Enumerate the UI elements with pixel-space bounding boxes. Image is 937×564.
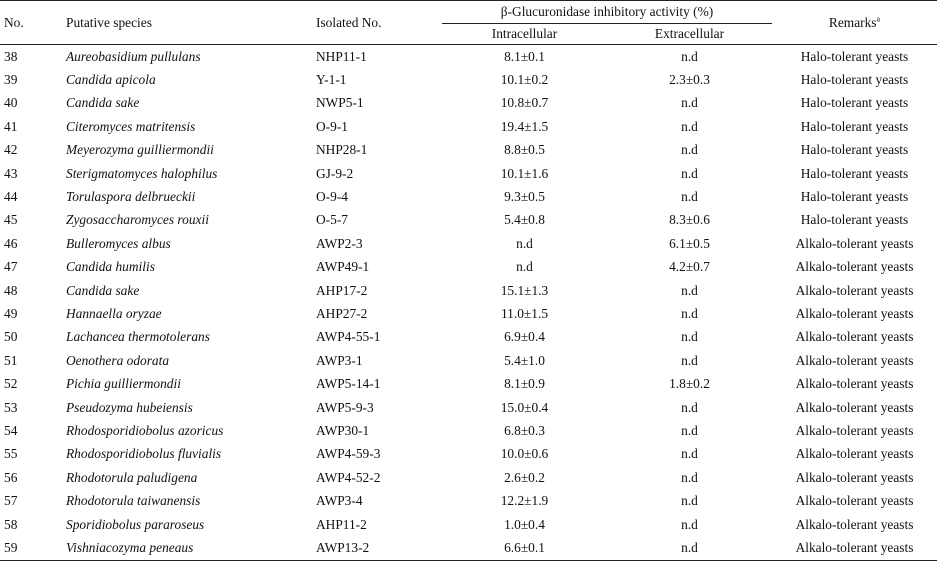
cell-no: 59 bbox=[0, 536, 42, 560]
cell-extracellular: n.d bbox=[681, 48, 698, 64]
cell-isolated: AWP4-59-3 bbox=[316, 446, 381, 462]
cell-isolated: AHP11-2 bbox=[316, 516, 367, 532]
cell-remarks: Halo-tolerant yeasts bbox=[800, 165, 909, 181]
cell-isolated: AWP13-2 bbox=[292, 536, 442, 560]
cell-remarks: Halo-tolerant yeasts bbox=[800, 118, 909, 134]
remarks-footnote-mark: a bbox=[876, 14, 881, 24]
cell-isolated: AWP5-9-3 bbox=[316, 399, 374, 415]
col-header-extracellular: Extracellular bbox=[607, 24, 772, 45]
cell-remarks: Alkalo-tolerant yeasts bbox=[772, 536, 937, 560]
cell-no: 58 bbox=[4, 516, 18, 532]
cell-species: Pichia guilliermondii bbox=[66, 376, 181, 392]
cell-isolated: AHP27-2 bbox=[316, 305, 368, 321]
cell-extracellular: 2.3±0.3 bbox=[669, 72, 710, 88]
cell-intracellular: 2.6±0.2 bbox=[504, 469, 545, 485]
cell-isolated: AWP4-52-2 bbox=[316, 469, 381, 485]
table-row bbox=[0, 115, 937, 138]
cell-remarks: Halo-tolerant yeasts bbox=[800, 72, 909, 88]
col-header-isolated: Isolated No. bbox=[292, 1, 442, 45]
cell-intracellular: 5.4±1.0 bbox=[504, 352, 545, 368]
cell-isolated: AWP30-1 bbox=[316, 422, 370, 438]
table-row bbox=[0, 256, 937, 279]
cell-extracellular: n.d bbox=[681, 493, 698, 509]
cell-extracellular: n.d bbox=[681, 165, 698, 181]
cell-isolated: NHP11-1 bbox=[316, 48, 367, 64]
cell-species: Hannaella oryzae bbox=[66, 305, 162, 321]
cell-extracellular: n.d bbox=[681, 305, 698, 321]
cell-remarks: Halo-tolerant yeasts bbox=[800, 212, 909, 228]
table-body bbox=[0, 45, 937, 561]
cell-extracellular: 6.1±0.5 bbox=[669, 235, 710, 251]
cell-extracellular: n.d bbox=[607, 536, 772, 560]
cell-no: 49 bbox=[4, 305, 18, 321]
cell-extracellular: n.d bbox=[681, 142, 698, 158]
table-row bbox=[0, 396, 937, 419]
cell-no: 48 bbox=[4, 282, 18, 298]
table-row bbox=[0, 68, 937, 91]
cell-species: Sporidiobolus pararoseus bbox=[66, 516, 205, 532]
cell-species: Zygosaccharomyces rouxii bbox=[66, 212, 209, 228]
cell-extracellular: n.d bbox=[681, 282, 698, 298]
cell-species: Candida sake bbox=[66, 282, 140, 298]
cell-species: Candida sake bbox=[66, 95, 140, 111]
cell-intracellular: 8.8±0.5 bbox=[504, 142, 545, 158]
cell-extracellular: 4.2±0.7 bbox=[669, 259, 710, 275]
cell-intracellular: 6.6±0.1 bbox=[442, 536, 607, 560]
cell-intracellular: 19.4±1.5 bbox=[500, 118, 549, 134]
cell-intracellular: n.d bbox=[516, 259, 533, 275]
cell-intracellular: 11.0±1.5 bbox=[500, 305, 549, 321]
cell-extracellular: n.d bbox=[681, 469, 698, 485]
cell-species: Candida humilis bbox=[66, 259, 155, 275]
cell-species: Rhodotorula paludigena bbox=[66, 469, 198, 485]
cell-isolated: AWP3-1 bbox=[316, 352, 363, 368]
cell-intracellular: 15.0±0.4 bbox=[500, 399, 549, 415]
col-header-remarks bbox=[772, 1, 937, 45]
cell-extracellular: n.d bbox=[681, 516, 698, 532]
cell-no: 44 bbox=[4, 189, 18, 205]
cell-species: Meyerozyma guilliermondii bbox=[66, 142, 214, 158]
cell-remarks: Alkalo-tolerant yeasts bbox=[795, 493, 914, 509]
cell-intracellular: 1.0±0.4 bbox=[504, 516, 545, 532]
cell-isolated: O-9-1 bbox=[316, 118, 348, 134]
cell-remarks: Alkalo-tolerant yeasts bbox=[795, 422, 914, 438]
cell-extracellular: n.d bbox=[681, 95, 698, 111]
cell-isolated: NHP28-1 bbox=[316, 142, 368, 158]
cell-extracellular: n.d bbox=[681, 352, 698, 368]
cell-no: 57 bbox=[4, 493, 18, 509]
cell-no: 53 bbox=[4, 399, 18, 415]
cell-intracellular: 8.1±0.1 bbox=[504, 48, 545, 64]
table-row bbox=[0, 372, 937, 395]
cell-no: 46 bbox=[4, 235, 18, 251]
table-row bbox=[0, 489, 937, 512]
cell-isolated: GJ-9-2 bbox=[316, 165, 354, 181]
cell-species: Oenothera odorata bbox=[66, 352, 170, 368]
table-row bbox=[0, 232, 937, 255]
cell-no: 39 bbox=[4, 72, 18, 88]
cell-isolated: O-9-4 bbox=[316, 189, 348, 205]
cell-extracellular: 1.8±0.2 bbox=[669, 376, 710, 392]
cell-species: Rhodosporidiobolus azoricus bbox=[66, 422, 224, 438]
cell-no: 43 bbox=[4, 165, 18, 181]
cell-isolated: O-5-7 bbox=[316, 212, 348, 228]
table-row bbox=[0, 45, 937, 69]
cell-remarks: Alkalo-tolerant yeasts bbox=[795, 235, 914, 251]
cell-intracellular: 6.9±0.4 bbox=[504, 329, 545, 345]
table-row bbox=[0, 419, 937, 442]
cell-isolated: AHP17-2 bbox=[316, 282, 368, 298]
cell-intracellular: 10.0±0.6 bbox=[500, 446, 549, 462]
cell-remarks: Alkalo-tolerant yeasts bbox=[795, 329, 914, 345]
cell-isolated: AWP5-14-1 bbox=[316, 376, 381, 392]
table-row bbox=[0, 513, 937, 536]
table-row bbox=[0, 279, 937, 302]
cell-intracellular: 6.8±0.3 bbox=[504, 422, 545, 438]
cell-extracellular: n.d bbox=[681, 329, 698, 345]
cell-species: Aureobasidium pullulans bbox=[66, 48, 201, 64]
table-row bbox=[0, 302, 937, 325]
col-header-no: No. bbox=[0, 1, 42, 45]
cell-remarks: Alkalo-tolerant yeasts bbox=[795, 516, 914, 532]
cell-species: Vishniacozyma peneaus bbox=[42, 536, 292, 560]
cell-no: 54 bbox=[4, 422, 18, 438]
cell-no: 51 bbox=[4, 352, 18, 368]
cell-remarks: Alkalo-tolerant yeasts bbox=[795, 446, 914, 462]
cell-species: Sterigmatomyces halophilus bbox=[66, 165, 218, 181]
cell-species: Bulleromyces albus bbox=[66, 235, 171, 251]
col-header-species: Putative species bbox=[42, 1, 292, 45]
cell-intracellular: n.d bbox=[516, 235, 533, 251]
cell-no: 47 bbox=[4, 259, 18, 275]
cell-extracellular: n.d bbox=[681, 399, 698, 415]
cell-remarks: Alkalo-tolerant yeasts bbox=[795, 305, 914, 321]
cell-intracellular: 5.4±0.8 bbox=[504, 212, 545, 228]
cell-remarks: Alkalo-tolerant yeasts bbox=[795, 399, 914, 415]
remarks-label: Remarks bbox=[828, 14, 877, 30]
cell-no: 41 bbox=[4, 118, 18, 134]
cell-remarks: Alkalo-tolerant yeasts bbox=[795, 282, 914, 298]
cell-species: Pseudozyma hubeiensis bbox=[66, 399, 193, 415]
cell-intracellular: 8.1±0.9 bbox=[504, 376, 545, 392]
cell-no: 38 bbox=[4, 48, 18, 64]
cell-extracellular: n.d bbox=[681, 422, 698, 438]
table-row bbox=[0, 326, 937, 349]
cell-species: Torulaspora delbrueckii bbox=[66, 189, 196, 205]
cell-species: Rhodotorula taiwanensis bbox=[66, 493, 201, 509]
cell-isolated: AWP2-3 bbox=[316, 235, 363, 251]
table-row bbox=[0, 162, 937, 185]
cell-isolated: Y-1-1 bbox=[316, 72, 347, 88]
table-row bbox=[0, 466, 937, 489]
cell-extracellular: n.d bbox=[681, 189, 698, 205]
col-header-intracellular: Intracellular bbox=[442, 24, 607, 45]
cell-intracellular: 10.1±1.6 bbox=[500, 165, 549, 181]
cell-extracellular: 8.3±0.6 bbox=[669, 212, 710, 228]
cell-no: 50 bbox=[4, 329, 18, 345]
cell-remarks: Halo-tolerant yeasts bbox=[800, 95, 909, 111]
cell-no: 45 bbox=[4, 212, 18, 228]
cell-no: 52 bbox=[4, 376, 18, 392]
cell-remarks: Halo-tolerant yeasts bbox=[800, 189, 909, 205]
table-row bbox=[0, 209, 937, 232]
cell-intracellular: 15.1±1.3 bbox=[500, 282, 549, 298]
cell-no: 56 bbox=[4, 469, 18, 485]
cell-no: 42 bbox=[4, 142, 18, 158]
header-row-1 bbox=[0, 1, 937, 24]
cell-extracellular: n.d bbox=[681, 118, 698, 134]
table-row bbox=[0, 139, 937, 162]
cell-no: 55 bbox=[4, 446, 18, 462]
cell-remarks: Alkalo-tolerant yeasts bbox=[795, 469, 914, 485]
cell-intracellular: 12.2±1.9 bbox=[500, 493, 549, 509]
cell-isolated: AWP4-55-1 bbox=[316, 329, 381, 345]
cell-isolated: AWP49-1 bbox=[316, 259, 370, 275]
cell-intracellular: 9.3±0.5 bbox=[504, 189, 545, 205]
cell-species: Citeromyces matritensis bbox=[66, 118, 196, 134]
table-header bbox=[0, 1, 937, 45]
cell-species: Candida apicola bbox=[66, 72, 156, 88]
cell-remarks: Alkalo-tolerant yeasts bbox=[795, 376, 914, 392]
table-row bbox=[0, 349, 937, 372]
cell-intracellular: 10.1±0.2 bbox=[500, 72, 549, 88]
table-row bbox=[0, 92, 937, 115]
cell-remarks: Alkalo-tolerant yeasts bbox=[795, 259, 914, 275]
cell-intracellular: 10.8±0.7 bbox=[500, 95, 549, 111]
table-row bbox=[0, 185, 937, 208]
cell-species: Lachancea thermotolerans bbox=[66, 329, 210, 345]
table-row bbox=[0, 443, 937, 466]
col-header-activity: β-Glucuronidase inhibitory activity (%) bbox=[442, 1, 772, 24]
cell-no: 40 bbox=[4, 95, 18, 111]
table-row bbox=[0, 536, 937, 560]
cell-remarks: Alkalo-tolerant yeasts bbox=[795, 352, 914, 368]
cell-species: Rhodosporidiobolus fluvialis bbox=[66, 446, 222, 462]
cell-remarks: Halo-tolerant yeasts bbox=[800, 142, 909, 158]
cell-isolated: AWP3-4 bbox=[316, 493, 363, 509]
cell-isolated: NWP5-1 bbox=[316, 95, 364, 111]
cell-remarks: Halo-tolerant yeasts bbox=[800, 48, 909, 64]
cell-extracellular: n.d bbox=[681, 446, 698, 462]
